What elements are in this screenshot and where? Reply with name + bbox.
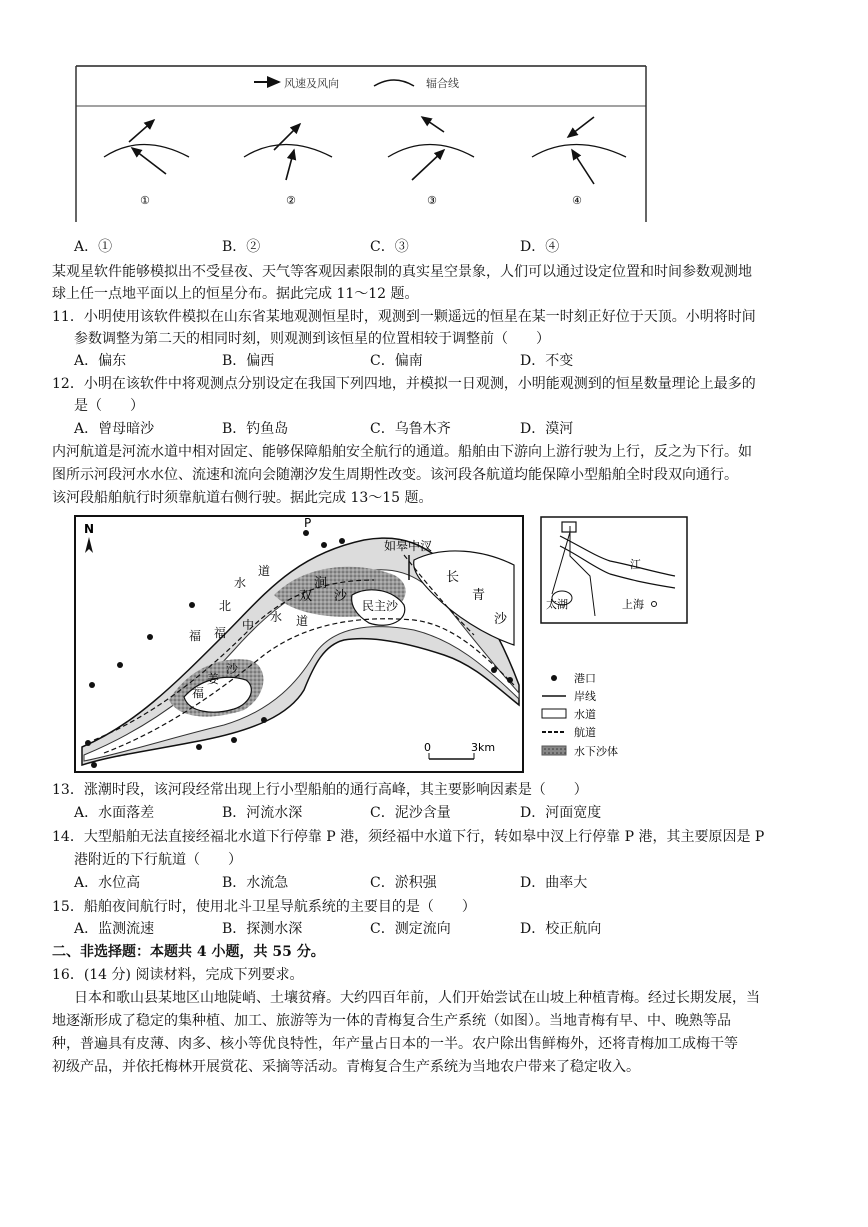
- option-d[interactable]: D．④: [520, 239, 560, 255]
- option-a[interactable]: A．水面落差: [74, 805, 155, 821]
- svg-text:道: 道: [296, 614, 309, 628]
- option-c[interactable]: C．泥沙含量: [370, 805, 451, 821]
- q11-stem-line1: 11．小明使用该软件模拟在山东省某地观测恒星时，观测到一颗遥远的恒星在某一时刻正好位于天顶。小明将时间: [52, 309, 756, 325]
- option-b[interactable]: B．②: [222, 239, 261, 255]
- option-d[interactable]: D．曲率大: [520, 875, 588, 891]
- q12-options: [74, 418, 634, 440]
- panel-4-label: ④: [572, 194, 582, 207]
- q16-material-line3: 种，普遍具有皮薄、肉多、核小等优良特性，年产量占日本的一半。农户除出售鲜梅外，还将青梅加工成梅干等: [52, 1036, 738, 1052]
- option-b[interactable]: B．偏西: [222, 353, 275, 369]
- map-legend: [540, 668, 650, 763]
- option-c[interactable]: C．乌鲁木齐: [370, 421, 451, 437]
- q14-stem-line2: 港附近的下行航道（ ）: [74, 852, 242, 868]
- q13-options: [74, 802, 634, 824]
- legend-convergence-label: 辐合线: [426, 77, 459, 90]
- intro-11-12-line1: 某观星软件能够模拟出不受昼夜、天气等客观因素限制的真实星空景象，人们可以通过设定位置和时间参数观测地: [52, 264, 752, 280]
- option-c[interactable]: C．偏南: [370, 353, 423, 369]
- option-b[interactable]: B．钓鱼岛: [222, 421, 289, 437]
- option-b[interactable]: B．探测水深: [222, 921, 303, 937]
- svg-text:沙: 沙: [226, 662, 239, 676]
- option-c[interactable]: C．淤积强: [370, 875, 437, 891]
- svg-text:3km: 3km: [471, 741, 496, 754]
- svg-text:0: 0: [424, 741, 431, 754]
- svg-text:福: 福: [214, 626, 227, 640]
- north-label: N: [84, 522, 95, 536]
- svg-text:沙: 沙: [494, 612, 508, 627]
- svg-text:沙: 沙: [334, 589, 348, 604]
- inset-shanghai-label: 上海: [622, 598, 644, 611]
- option-a[interactable]: A．①: [74, 239, 113, 255]
- panel-3-label: ③: [427, 194, 437, 207]
- option-d[interactable]: D．河面宽度: [520, 805, 602, 821]
- option-d[interactable]: D．漠河: [520, 421, 574, 437]
- q11-stem-line2: 参数调整为第二天的相同时刻，则观测到该恒星的位置相较于调整前（ ）: [74, 331, 550, 347]
- inset-location-map: [540, 516, 688, 624]
- svg-text:水下沙体: 水下沙体: [574, 745, 618, 758]
- intro-13-15-line2: 图所示河段河水水位、流速和流向会随潮汐发生周期性改变。该河段各航道均能保障小型船舶全时段双向通行。: [52, 467, 738, 483]
- svg-text:岸线: 岸线: [574, 690, 596, 703]
- option-d[interactable]: D．校正航向: [520, 921, 602, 937]
- legend-wind-label: 风速及风向: [284, 77, 339, 90]
- wind-convergence-figure: [74, 62, 648, 224]
- q14-options: [74, 872, 634, 894]
- q14-stem-line1: 14．大型船舶无法直接经福北水道下行停靠 P 港，须经福中水道下行，转如皋中汊上行停靠 P 港，其主要原因是 P: [52, 829, 765, 845]
- svg-text:江: 江: [630, 558, 641, 571]
- intro-13-15-line3: 该河段船舶航行时须靠航道右侧行驶。据此完成 13～15 题。: [52, 490, 433, 506]
- svg-text:长: 长: [446, 570, 460, 585]
- intro-11-12-line2: 球上任一点地平面以上的恒星分布。据此完成 11～12 题。: [52, 286, 419, 302]
- option-c[interactable]: C．③: [370, 239, 409, 255]
- inset-taihu-label: 太湖: [546, 598, 568, 611]
- option-a[interactable]: A．偏东: [74, 353, 127, 369]
- panel-1-label: ①: [140, 194, 150, 207]
- section-2-heading: 二、非选择题：本题共 4 小题，共 55 分。: [52, 944, 325, 960]
- option-a[interactable]: A．水位高: [74, 875, 141, 891]
- q11-options: [74, 350, 634, 372]
- option-d[interactable]: D．不变: [520, 353, 574, 369]
- svg-text:双: 双: [299, 589, 313, 604]
- rugao-label: 如皋中汊: [384, 539, 433, 553]
- q16-material-line2: 地逐渐形成了稳定的集种植、加工、旅游等为一体的青梅复合生产系统（如图）。当地青梅有早、中、晚熟等品: [52, 1013, 731, 1029]
- q15-options: [74, 918, 634, 940]
- q10-options: [74, 236, 634, 258]
- q15-stem: 15．船舶夜间航行时，使用北斗卫星导航系统的主要目的是（ ）: [52, 899, 476, 915]
- svg-text:福: 福: [192, 686, 205, 700]
- port-p-label: P: [304, 516, 312, 530]
- q16-heading: 16．(14 分) 阅读材料，完成下列要求。: [52, 967, 304, 983]
- svg-text:水: 水: [270, 610, 283, 624]
- svg-text:水: 水: [234, 576, 247, 590]
- river-channel-map: [74, 515, 524, 773]
- minzhu-sha-label: 民主沙: [362, 599, 399, 613]
- panel-2-label: ②: [286, 194, 296, 207]
- intro-13-15-line1: 内河航道是河流水道中相对固定、能够保障船舶安全航行的通道。船舶由下游向上游行驶为上行，反之为下行。如: [52, 444, 752, 460]
- q16-material-line4: 初级产品，并依托梅林开展赏花、采摘等活动。青梅复合生产系统为当地农户带来了稳定收入。: [52, 1059, 640, 1075]
- q12-stem-line2: 是（ ）: [74, 398, 144, 414]
- q12-stem-line1: 12．小明在该软件中将观测点分别设定在我国下列四地，并模拟一日观测，小明能观测到的恒星数量理论上最多的: [52, 376, 756, 392]
- svg-text:姜: 姜: [207, 672, 220, 686]
- svg-text:涧: 涧: [314, 576, 328, 591]
- svg-text:福: 福: [189, 629, 202, 643]
- option-a[interactable]: A．曾母暗沙: [74, 421, 155, 437]
- q16-material-line1: 日本和歌山县某地区山地陡峭、土壤贫瘠。大约四百年前，人们开始尝试在山坡上种植青梅。经过长期发展，当: [74, 990, 760, 1006]
- option-b[interactable]: B．河流水深: [222, 805, 303, 821]
- option-a[interactable]: A．监测流速: [74, 921, 155, 937]
- svg-text:北: 北: [219, 599, 232, 613]
- option-c[interactable]: C．测定流向: [370, 921, 451, 937]
- svg-text:道: 道: [258, 564, 271, 578]
- svg-text:港口: 港口: [574, 672, 596, 685]
- svg-text:青: 青: [472, 588, 486, 603]
- option-b[interactable]: B．水流急: [222, 875, 289, 891]
- svg-text:水道: 水道: [574, 708, 596, 721]
- svg-text:中: 中: [242, 618, 255, 632]
- svg-text:航道: 航道: [574, 726, 596, 739]
- q13-stem: 13．涨潮时段，该河段经常出现上行小型船舶的通行高峰，其主要影响因素是（ ）: [52, 782, 588, 798]
